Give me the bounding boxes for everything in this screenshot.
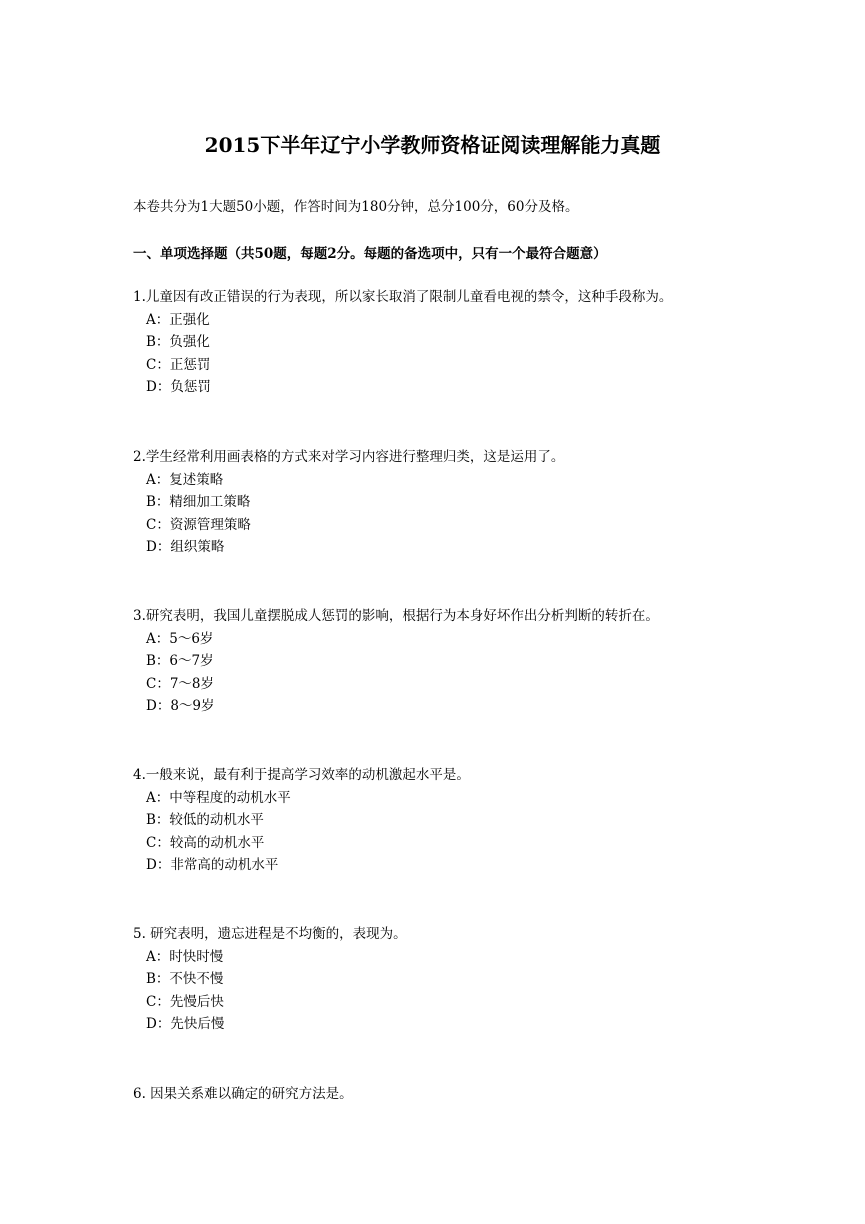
option-c: C：资源管理策略 — [146, 516, 251, 533]
option-d: D：组织策略 — [146, 539, 225, 555]
option-a: A：时快时慢 — [146, 948, 224, 965]
option-d: D：非常高的动机水平 — [146, 857, 279, 873]
question-2 — [133, 446, 773, 559]
option-d: D：先快后慢 — [146, 1016, 225, 1032]
question-3 — [133, 605, 773, 718]
question-4 — [133, 764, 773, 877]
option-c: C：正惩罚 — [146, 356, 211, 373]
option-c: C：先慢后快 — [146, 993, 224, 1010]
option-d: D：8～9岁 — [146, 698, 215, 714]
question-1 — [133, 286, 773, 399]
question-stem: 5. 研究表明，遗忘进程是不均衡的，表现为。 — [133, 926, 407, 942]
question-stem: 6. 因果关系难以确定的研究方法是。 — [133, 1086, 353, 1102]
question-stem: 3.研究表明，我国儿童摆脱成人惩罚的影响，根据行为本身好坏作出分析判断的转折在。 — [133, 608, 659, 624]
option-a: A：5～6岁 — [146, 630, 214, 647]
question-stem: 2.学生经常利用画表格的方式来对学习内容进行整理归类，这是运用了。 — [133, 449, 565, 465]
option-a: A：复述策略 — [146, 471, 224, 488]
option-b: B：负强化 — [146, 334, 210, 350]
option-b: B：较低的动机水平 — [146, 812, 264, 828]
section-heading: 一、单项选择题（共50题，每题2分。每题的备选项中，只有一个最符合题意） — [133, 246, 607, 262]
option-b: B：精细加工策略 — [146, 494, 251, 510]
document-title: 2015下半年辽宁小学教师资格证阅读理解能力真题 — [204, 133, 661, 157]
exam-intro: 本卷共分为1大题50小题，作答时间为180分钟，总分100分，60分及格。 — [133, 199, 579, 215]
option-b: B：不快不慢 — [146, 971, 224, 987]
question-stem: 1.儿童因有改正错误的行为表现，所以家长取消了限制儿童看电视的禁令，这种手段称为。 — [133, 289, 673, 305]
option-d: D：负惩罚 — [146, 379, 211, 395]
question-stem: 4.一般来说，最有利于提高学习效率的动机激起水平是。 — [133, 767, 470, 783]
option-c: C：较高的动机水平 — [146, 834, 265, 851]
option-b: B：6～7岁 — [146, 653, 214, 669]
option-a: A：中等程度的动机水平 — [146, 789, 291, 806]
question-5 — [133, 923, 773, 1036]
option-a: A：正强化 — [146, 311, 210, 328]
question-6 — [133, 1083, 773, 1106]
option-c: C：7～8岁 — [146, 675, 215, 692]
